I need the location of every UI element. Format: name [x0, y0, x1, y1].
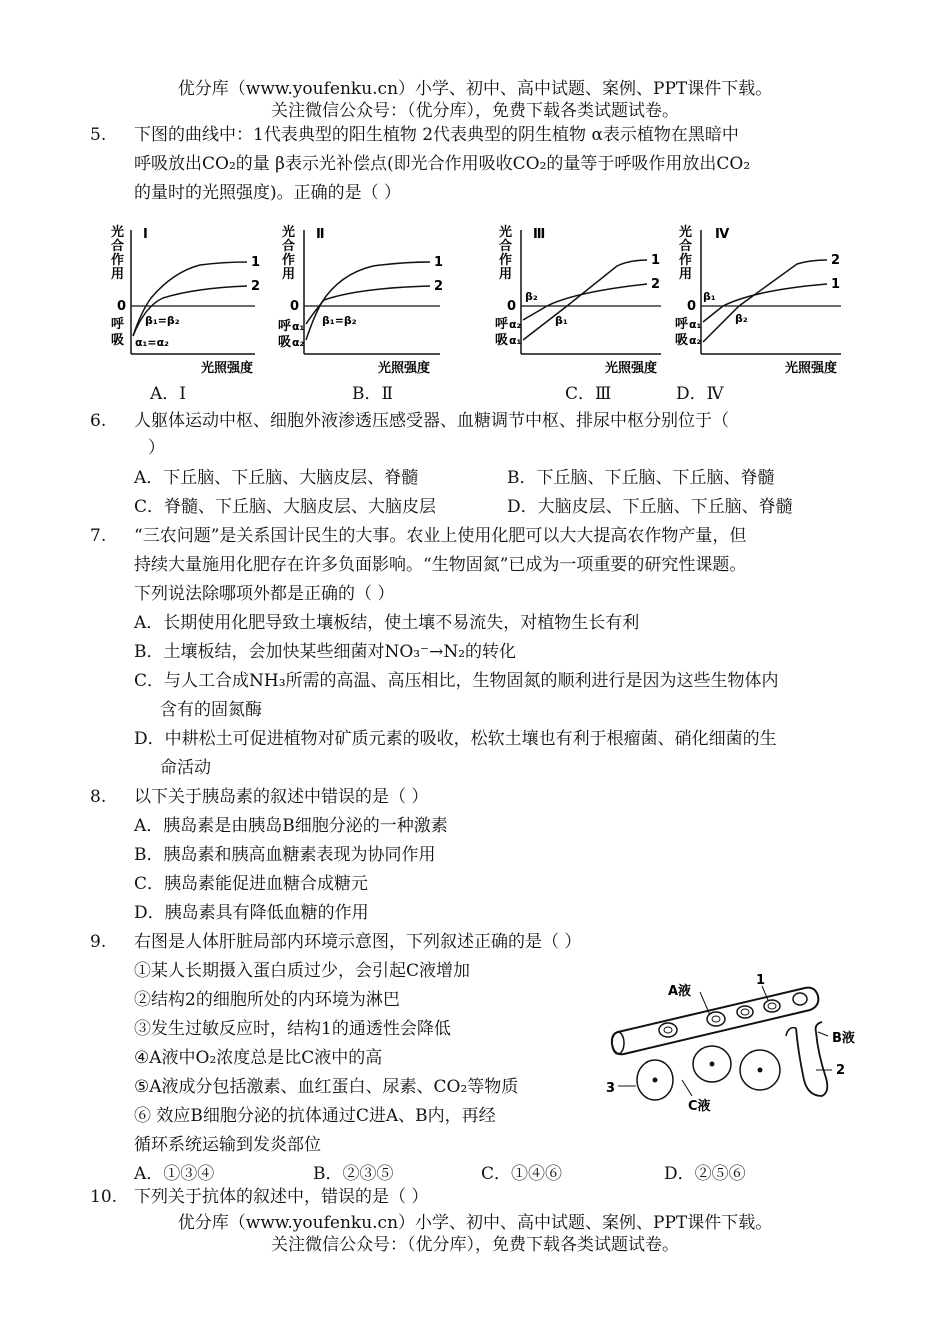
curve-2-label: 2	[831, 253, 841, 268]
chart-annotation: α₁=α₂	[135, 336, 169, 349]
blood-cell	[741, 1009, 749, 1015]
chart-roman-label: Ⅰ	[143, 227, 148, 242]
blood-cell	[712, 1016, 720, 1022]
q5-option-b[interactable]: B．Ⅱ	[352, 384, 394, 404]
chart-ylabel-char: 用	[499, 267, 513, 282]
chart-ylabel-char: 作	[679, 253, 693, 268]
q7-number: 7.	[90, 526, 107, 546]
resp-label: 呼	[675, 317, 689, 332]
chart-annotation: β₁	[703, 290, 716, 303]
blood-cell	[659, 1023, 677, 1037]
pointer-b	[818, 1032, 828, 1036]
curve-1	[523, 260, 647, 340]
label-b: B液	[832, 1031, 855, 1046]
resp-label: 吸	[111, 333, 125, 348]
q10-number: 10.	[90, 1187, 118, 1207]
header-line-2: 关注微信公众号：（优分库），免费下载各类试题试卷。	[271, 101, 679, 121]
curve-1-label: 1	[831, 277, 841, 292]
chart-xlabel: 光照强度	[785, 361, 838, 376]
tissue-cell-nucleus	[758, 1068, 763, 1073]
chart-ylabel-char: 用	[111, 267, 125, 282]
q9-option-b[interactable]: B．②③⑤	[313, 1164, 394, 1184]
resp-label: 吸	[675, 333, 689, 348]
chart-iii	[495, 220, 670, 380]
curve-1	[703, 284, 827, 322]
chart-xlabel: 光照强度	[201, 361, 254, 376]
lymph-vessel	[796, 1022, 827, 1096]
chart-annotation: α₁	[509, 334, 522, 347]
zero-label: 0	[117, 299, 127, 314]
q6-option-b[interactable]: B．下丘脑、下丘脑、下丘脑、脊髓	[507, 468, 775, 488]
q6-stem-line-1: 人躯体运动中枢、细胞外液渗透压感受器、血糖调节中枢、排尿中枢分别位于（	[134, 411, 729, 431]
q7-option-d-cont: 命活动	[160, 758, 211, 778]
q8-number: 8.	[90, 787, 107, 807]
chart-annotation: α₂	[509, 318, 522, 331]
chart-ylabel-char: 作	[499, 253, 513, 268]
chart-annotation: α₁	[689, 318, 702, 331]
q7-option-b[interactable]: B．土壤板结，会加快某些细菌对NO₃⁻→N₂的转化	[134, 642, 517, 662]
tissue-cell-nucleus	[710, 1062, 715, 1067]
resp-label: 呼	[495, 317, 509, 332]
q9-statement-4: ④A液中O₂浓度总是比C液中的高	[134, 1048, 383, 1068]
q6-number: 6.	[90, 411, 107, 431]
chart-ylabel-char: 光	[679, 225, 693, 240]
chart-roman-label: Ⅳ	[715, 227, 730, 242]
q9-statement-6: ⑥ 效应B细胞分泌的抗体通过C进A、B内，再经	[134, 1106, 496, 1126]
capillary	[612, 988, 818, 1055]
zero-label: 0	[507, 299, 517, 314]
chart-roman-label: Ⅱ	[316, 227, 325, 242]
blood-cell	[764, 1000, 780, 1012]
lymph-vessel-end	[786, 1028, 796, 1036]
chart-annotation: β₁	[555, 314, 568, 327]
label-1: 1	[756, 973, 766, 988]
chart-annotation: β₂	[525, 290, 538, 303]
footer-line-2: 关注微信公众号：（优分库），免费下载各类试题试卷。	[271, 1235, 679, 1255]
curve-2-label: 2	[251, 279, 261, 294]
q7-stem-line-1: “三农问题”是关系国计民生的大事。农业上使用化肥可以大大提高农作物产量，但	[134, 526, 747, 546]
q5-stem-line-3: 的量时的光照强度)。正确的是（ ）	[134, 183, 402, 203]
chart-annotation: α₂	[689, 334, 702, 347]
blood-cell	[737, 1006, 753, 1018]
chart-ylabel-char: 作	[282, 253, 296, 268]
q9-statement-1: ①某人长期摄入蛋白质过少，会引起C液增加	[134, 961, 471, 981]
q9-statement-3: ③发生过敏反应时，结构1的通透性会降低	[134, 1019, 451, 1039]
q8-option-b[interactable]: B．胰岛素和胰高血糖素表现为协同作用	[134, 845, 436, 865]
curve-2-label: 2	[434, 279, 444, 294]
chart-annotation: α₂	[292, 336, 305, 349]
resp-label: 吸	[495, 333, 509, 348]
q5-number: 5.	[90, 125, 107, 145]
chart-xlabel: 光照强度	[605, 361, 658, 376]
curve-1-label: 1	[434, 255, 444, 270]
pointer-c	[682, 1080, 692, 1096]
q10-stem: 下列关于抗体的叙述中，错误的是（ ）	[134, 1187, 429, 1207]
curve-1-label: 1	[251, 255, 261, 270]
chart-ylabel-char: 光	[499, 225, 513, 240]
q5-stem-line-2: 呼吸放出CO₂的量 β表示光补偿点(即光合作用吸收CO₂的量等于呼吸作用放出CO₂	[134, 154, 751, 174]
q9-number: 9.	[90, 932, 107, 952]
zero-label: 0	[687, 299, 697, 314]
header-line-1: 优分库（www.youfenku.cn）小学、初中、高中试题、案例、PPT课件下载。	[177, 79, 773, 99]
label-2: 2	[836, 1063, 846, 1078]
blood-cell	[793, 993, 807, 1005]
label-a: A液	[668, 984, 692, 999]
chart-annotation: β₂	[735, 312, 748, 325]
chart-roman-label: Ⅲ	[533, 227, 546, 242]
q9-statement-5: ⑤A液成分包括激素、血红蛋白、尿素、CO₂等物质	[134, 1077, 519, 1097]
label-c: C液	[688, 1099, 711, 1114]
q9-statement-6-cont: 循环系统运输到发炎部位	[134, 1135, 321, 1155]
chart-annotation: β₁=β₂	[322, 314, 357, 327]
q7-stem-line-2: 持续大量施用化肥存在许多负面影响。“生物固氮”已成为一项重要的研究性课题。	[134, 555, 747, 575]
chart-ylabel-char: 光	[111, 225, 125, 240]
blood-cell	[768, 1003, 776, 1009]
resp-label: 呼	[278, 319, 292, 334]
q5-stem-line-1: 下图的曲线中：1代表典型的阳生植物 2代表典型的阴生植物 α表示植物在黑暗中	[134, 125, 739, 145]
chart-ylabel-char: 合	[282, 239, 296, 254]
q7-option-c[interactable]: C．与人工合成NH₃所需的高温、高压相比，生物固氮的顺利进行是因为这些生物体内	[134, 671, 779, 691]
chart-ylabel-char: 光	[282, 225, 296, 240]
q5-option-c[interactable]: C．Ⅲ	[565, 384, 612, 404]
chart-ylabel-char: 合	[111, 239, 125, 254]
q7-option-a[interactable]: A．长期使用化肥导致土壤板结，使土壤不易流失，对植物生长有利	[134, 613, 640, 633]
blood-cell	[664, 1027, 672, 1033]
liver-diagram	[600, 970, 870, 1120]
curve-2	[133, 286, 247, 336]
capillary-end	[612, 1032, 624, 1054]
q6-option-c[interactable]: C．脊髓、下丘脑、大脑皮层、大脑皮层	[134, 497, 437, 517]
tissue-cell-nucleus	[653, 1078, 658, 1083]
chart-ylabel-char: 用	[679, 267, 693, 282]
curve-2	[523, 284, 647, 320]
q5-option-d[interactable]: D．Ⅳ	[676, 384, 724, 404]
q6-stem-line-2: ）	[148, 438, 165, 458]
resp-label: 吸	[278, 335, 292, 350]
chart-i	[105, 220, 265, 380]
q9-stem: 右图是人体肝脏局部内环境示意图，下列叙述正确的是（ ）	[134, 932, 582, 952]
chart-iv	[675, 220, 850, 380]
chart-xlabel: 光照强度	[378, 361, 431, 376]
chart-annotation: α₁	[292, 320, 305, 333]
curve-2	[703, 260, 827, 342]
chart-ylabel-char: 作	[111, 253, 125, 268]
q9-option-c[interactable]: C．①④⑥	[481, 1164, 563, 1184]
q9-option-d[interactable]: D．②⑤⑥	[664, 1164, 746, 1184]
q9-statement-2: ②结构2的细胞所处的内环境为淋巴	[134, 990, 400, 1010]
chart-ylabel-char: 合	[499, 239, 513, 254]
label-3: 3	[606, 1081, 616, 1096]
q7-option-d[interactable]: D．中耕松土可促进植物对矿质元素的吸收，松软土壤也有利于根瘤菌、硝化细菌的生	[134, 729, 777, 749]
resp-label: 呼	[111, 317, 125, 332]
curve-1-label: 1	[651, 253, 661, 268]
chart-annotation: β₁=β₂	[145, 314, 180, 327]
q5-option-a[interactable]: A．Ⅰ	[150, 384, 186, 404]
q8-option-c[interactable]: C．胰岛素能促进血糖合成糖元	[134, 874, 369, 894]
q7-option-c-cont: 含有的固氮酶	[160, 700, 262, 720]
q9-option-a[interactable]: A．①③④	[134, 1164, 215, 1184]
q8-option-a[interactable]: A．胰岛素是由胰岛B细胞分泌的一种激素	[134, 816, 448, 836]
q8-option-d[interactable]: D．胰岛素具有降低血糖的作用	[134, 903, 369, 923]
q6-option-d[interactable]: D．大脑皮层、下丘脑、下丘脑、脊髓	[507, 497, 793, 517]
zero-label: 0	[290, 299, 300, 314]
q8-stem: 以下关于胰岛素的叙述中错误的是（ ）	[134, 787, 429, 807]
q6-option-a[interactable]: A．下丘脑、下丘脑、大脑皮层、脊髓	[134, 468, 419, 488]
footer-line-1: 优分库（www.youfenku.cn）小学、初中、高中试题、案例、PPT课件下载。	[177, 1213, 773, 1233]
curve-1	[306, 262, 430, 340]
chart-ii	[278, 220, 448, 380]
chart-ylabel-char: 合	[679, 239, 693, 254]
chart-ylabel-char: 用	[282, 267, 296, 282]
q7-stem-line-3: 下列说法除哪项外都是正确的（ ）	[134, 584, 395, 604]
curve-2-label: 2	[651, 277, 661, 292]
